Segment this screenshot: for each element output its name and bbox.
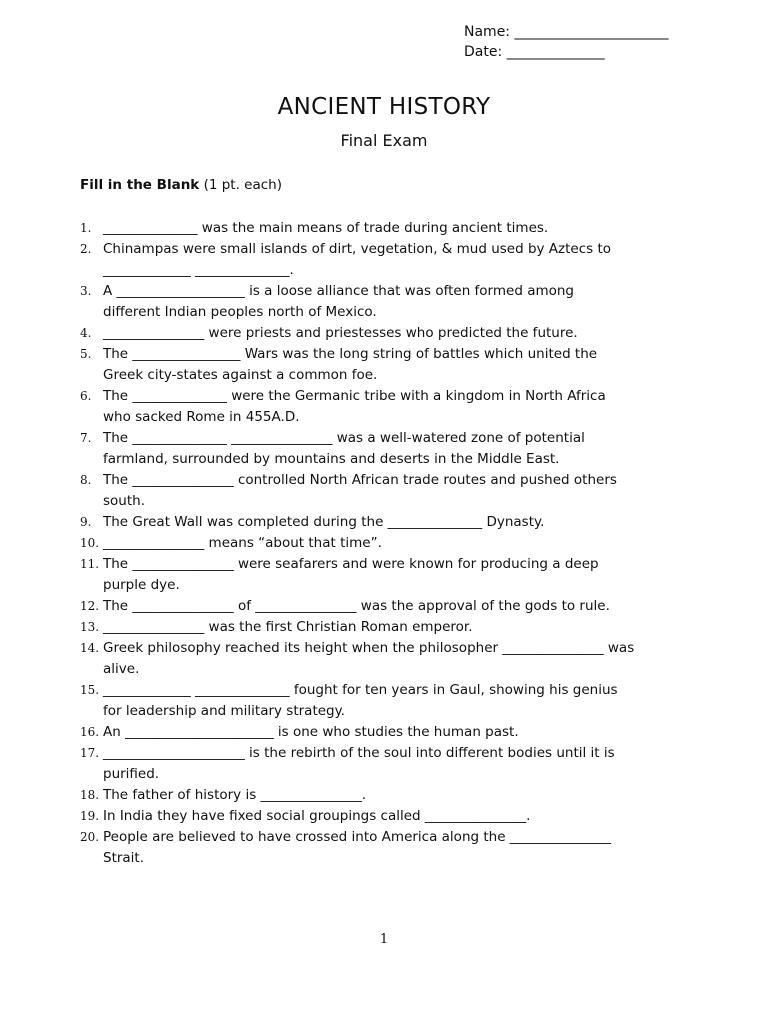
question-number: 2. bbox=[80, 242, 92, 256]
question-item bbox=[80, 344, 700, 386]
question-text: ______________ was the main means of trade during ancient times. bbox=[103, 220, 549, 236]
question-text: Greek city-states against a common foe. bbox=[103, 367, 378, 383]
question-item bbox=[80, 239, 700, 281]
question-number: 10. bbox=[80, 536, 100, 550]
question-text: different Indian peoples north of Mexico. bbox=[103, 304, 377, 320]
question-text: Greek philosophy reached its height when the philosopher _______________ was bbox=[103, 640, 635, 656]
question-number: 1. bbox=[80, 221, 92, 235]
question-item bbox=[80, 533, 700, 554]
question-number: 4. bbox=[80, 326, 92, 340]
question-text: The _______________ were seafarers and were known for producing a deep bbox=[103, 556, 599, 572]
question-text: The ______________ _______________ was a well-watered zone of potential bbox=[103, 430, 585, 446]
question-item bbox=[80, 680, 700, 722]
question-number: 13. bbox=[80, 620, 100, 634]
question-text: Chinampas were small islands of dirt, vegetation, & mud used by Aztecs to bbox=[103, 241, 612, 257]
question-item bbox=[80, 323, 700, 344]
page-title: ANCIENT HISTORY bbox=[277, 94, 491, 120]
question-text: Strait. bbox=[103, 850, 145, 866]
question-text: purified. bbox=[103, 766, 160, 782]
student-info bbox=[464, 22, 668, 62]
question-text: _______________ means “about that time”. bbox=[103, 535, 382, 551]
question-item bbox=[80, 281, 700, 323]
section-heading-points: (1 pt. each) bbox=[199, 177, 282, 193]
question-text: _______________ was the first Christian Roman emperor. bbox=[103, 619, 473, 635]
question-number: 6. bbox=[80, 389, 92, 403]
question-text: _____________ ______________. bbox=[103, 262, 294, 278]
section-heading-bold: Fill in the Blank bbox=[80, 177, 200, 193]
page-subtitle: Final Exam bbox=[340, 131, 428, 150]
question-text: The ________________ Wars was the long string of battles which united the bbox=[103, 346, 598, 362]
question-number: 18. bbox=[80, 788, 100, 802]
question-text: A ___________________ is a loose alliance that was often formed among bbox=[103, 283, 574, 299]
question-item bbox=[80, 827, 700, 869]
page-number: 1 bbox=[379, 932, 389, 947]
question-text: An ______________________ is one who studies the human past. bbox=[103, 724, 519, 740]
question-item bbox=[80, 218, 700, 239]
question-item bbox=[80, 617, 700, 638]
question-text: south. bbox=[103, 493, 145, 509]
question-item bbox=[80, 512, 700, 533]
question-text: People are believed to have crossed into America along the _______________ bbox=[103, 829, 612, 845]
question-item bbox=[80, 638, 700, 680]
question-number: 19. bbox=[80, 809, 100, 823]
question-number: 14. bbox=[80, 641, 100, 655]
question-text: farmland, surrounded by mountains and deserts in the Middle East. bbox=[103, 451, 560, 467]
question-number: 16. bbox=[80, 725, 100, 739]
question-item bbox=[80, 806, 700, 827]
question-text: In India they have fixed social groupings called _______________. bbox=[103, 808, 531, 824]
question-number: 20. bbox=[80, 830, 100, 844]
question-item bbox=[80, 554, 700, 596]
question-text: The ______________ were the Germanic tribe with a kingdom in North Africa bbox=[103, 388, 606, 404]
question-list bbox=[80, 218, 700, 869]
question-text: _______________ were priests and priestesses who predicted the future. bbox=[103, 325, 578, 341]
section-heading bbox=[80, 177, 282, 193]
question-number: 11. bbox=[80, 557, 100, 571]
question-number: 5. bbox=[80, 347, 92, 361]
question-text: The father of history is _______________. bbox=[103, 787, 367, 803]
question-number: 7. bbox=[80, 431, 92, 445]
question-number: 17. bbox=[80, 746, 100, 760]
question-text: alive. bbox=[103, 661, 140, 677]
question-number: 9. bbox=[80, 515, 92, 529]
question-text: The Great Wall was completed during the ______________ Dynasty. bbox=[103, 514, 545, 530]
question-text: The _______________ of _______________ was the approval of the gods to rule. bbox=[103, 598, 610, 614]
question-text: purple dye. bbox=[103, 577, 180, 593]
question-text: _____________ ______________ fought for ten years in Gaul, showing his genius bbox=[103, 682, 618, 698]
question-number: 8. bbox=[80, 473, 92, 487]
question-item bbox=[80, 428, 700, 470]
question-item bbox=[80, 785, 700, 806]
question-item bbox=[80, 470, 700, 512]
question-text: The _______________ controlled North African trade routes and pushed others bbox=[103, 472, 617, 488]
name-field: Name: ______________________ bbox=[464, 24, 669, 40]
question-item bbox=[80, 596, 700, 617]
question-text: _____________________ is the rebirth of the soul into different bodies until it is bbox=[103, 745, 615, 761]
question-text: for leadership and military strategy. bbox=[103, 703, 345, 719]
date-field: Date: ______________ bbox=[464, 44, 605, 60]
question-item bbox=[80, 386, 700, 428]
question-number: 3. bbox=[80, 284, 92, 298]
question-item bbox=[80, 743, 700, 785]
question-number: 12. bbox=[80, 599, 100, 613]
question-number: 15. bbox=[80, 683, 100, 697]
question-text: who sacked Rome in 455A.D. bbox=[103, 409, 300, 425]
question-item bbox=[80, 722, 700, 743]
